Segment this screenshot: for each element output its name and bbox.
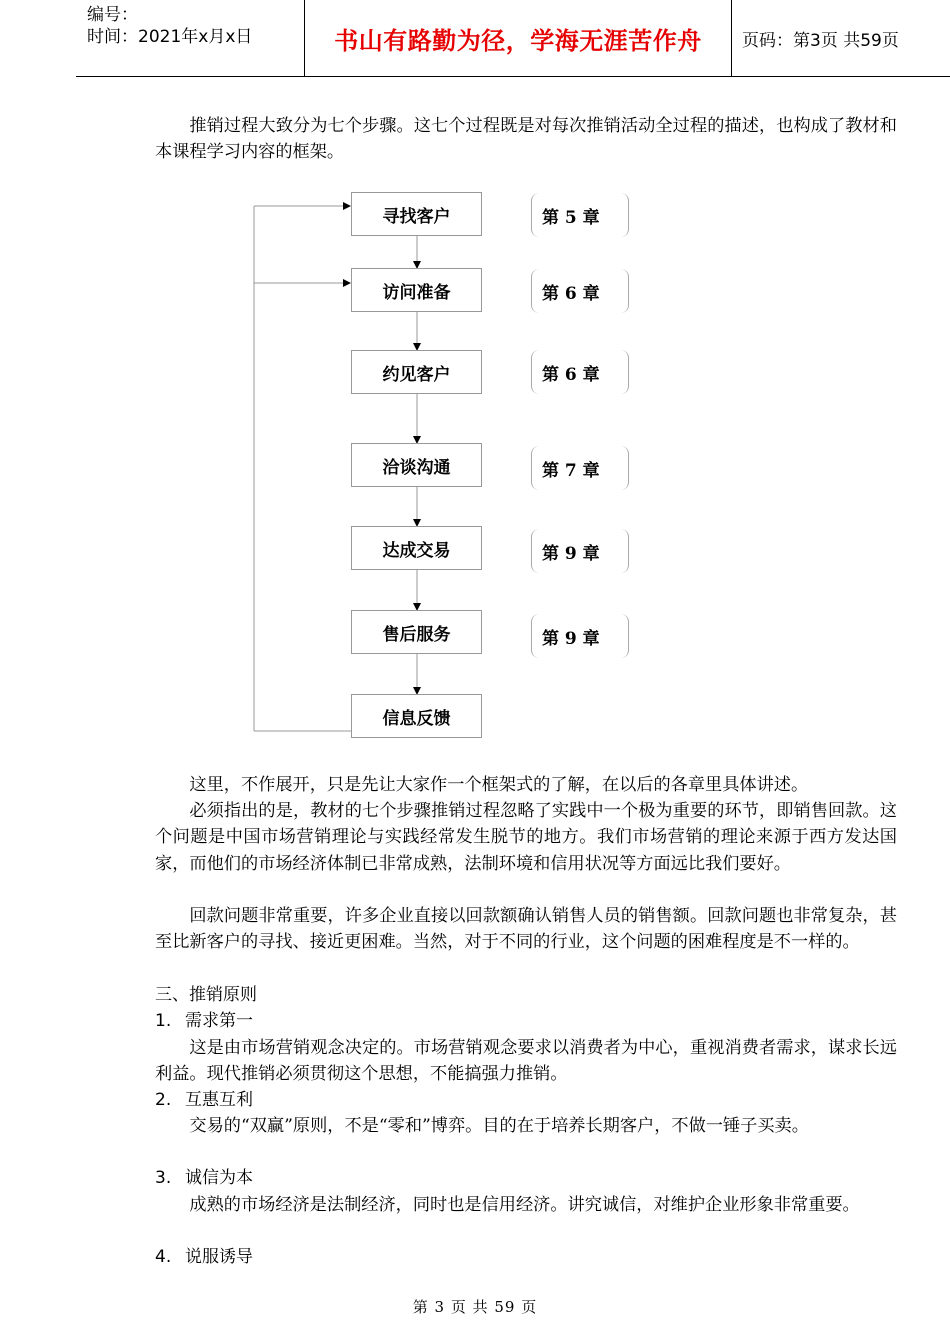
step-feedback: 信息反馈 [351, 694, 482, 738]
chapter-label: 第 5 章 [531, 193, 629, 237]
principle-number: 3. [155, 1168, 172, 1188]
chapter-label: 第 9 章 [531, 614, 629, 658]
step-close-deal: 达成交易 [351, 526, 482, 570]
principle-number: 1. [155, 1011, 172, 1031]
principle-text: 交易的“双赢”原则，不是“零和”博弈。目的在于培养长期客户，不做一锤子买卖。 [189, 1116, 809, 1136]
step-meet-customer: 约见客户 [351, 350, 482, 394]
principle-heading [155, 1165, 253, 1191]
page-number-label: 页码：第3页 共59页 [742, 30, 899, 51]
paragraph: 必须指出的是，教材的七个步骤推销过程忽略了实践中一个极为重要的环节，即销售回款。这个问题是中国市场营销理论与实践经常发生脱节的地方。我们市场营销的理论来源于西方发达国家，而他们的市场经济体制已非常成熟，法制环境和信用状况等方面远比我们要好。 [155, 801, 897, 874]
chapter-label: 第 6 章 [531, 350, 629, 394]
chapter-label: 第 9 章 [531, 529, 629, 573]
principle-title: 需求第一 [185, 1011, 253, 1031]
principle-heading [155, 1244, 253, 1270]
principle-number: 2. [155, 1090, 172, 1110]
intro-paragraph: 推销过程大致分为七个步骤。这七个过程既是对每次推销活动全过程的描述，也构成了教材和本课程学习内容的框架。 [155, 116, 897, 163]
code-label: 编号： [87, 5, 138, 25]
paragraph: 回款问题非常重要，许多企业直接以回款额确认销售人员的销售额。回款问题也非常复杂，甚至比新客户的寻找、接近更困难。当然，对于不同的行业，这个问题的困难程度是不一样的。 [155, 906, 897, 953]
principle-title: 说服诱导 [185, 1247, 253, 1267]
principle-heading [155, 1087, 253, 1113]
section-title: 三、推销原则 [155, 985, 257, 1005]
header-motto: 书山有路勤为径，学海无涯苦作舟 [305, 0, 732, 76]
chapter-label: 第 7 章 [531, 446, 629, 490]
chapter-label: 第 6 章 [531, 269, 629, 313]
step-visit-prep: 访问准备 [351, 268, 482, 312]
principle-number: 4. [155, 1247, 172, 1267]
principle-text: 成熟的市场经济是法制经济，同时也是信用经济。讲究诚信，对维护企业形象非常重要。 [189, 1195, 860, 1215]
principle-title: 诚信为本 [185, 1168, 253, 1188]
step-after-sales: 售后服务 [351, 610, 482, 654]
paragraph: 这里，不作展开，只是先让大家作一个框架式的了解，在以后的各章里具体讲述。 [189, 775, 809, 795]
principle-heading [155, 1008, 253, 1034]
page-footer: 第 3 页 共 59 页 [412, 1298, 538, 1316]
step-find-customer: 寻找客户 [351, 192, 482, 236]
step-negotiate: 洽谈沟通 [351, 443, 482, 487]
principle-text: 这是由市场营销观念决定的。市场营销观念要求以消费者为中心，重视消费者需求，谋求长远利益。现代推销必须贯彻这个思想，不能搞强力推销。 [155, 1038, 897, 1085]
principle-title: 互惠互利 [185, 1090, 253, 1110]
time-label: 时间：2021年x月x日 [87, 27, 253, 47]
